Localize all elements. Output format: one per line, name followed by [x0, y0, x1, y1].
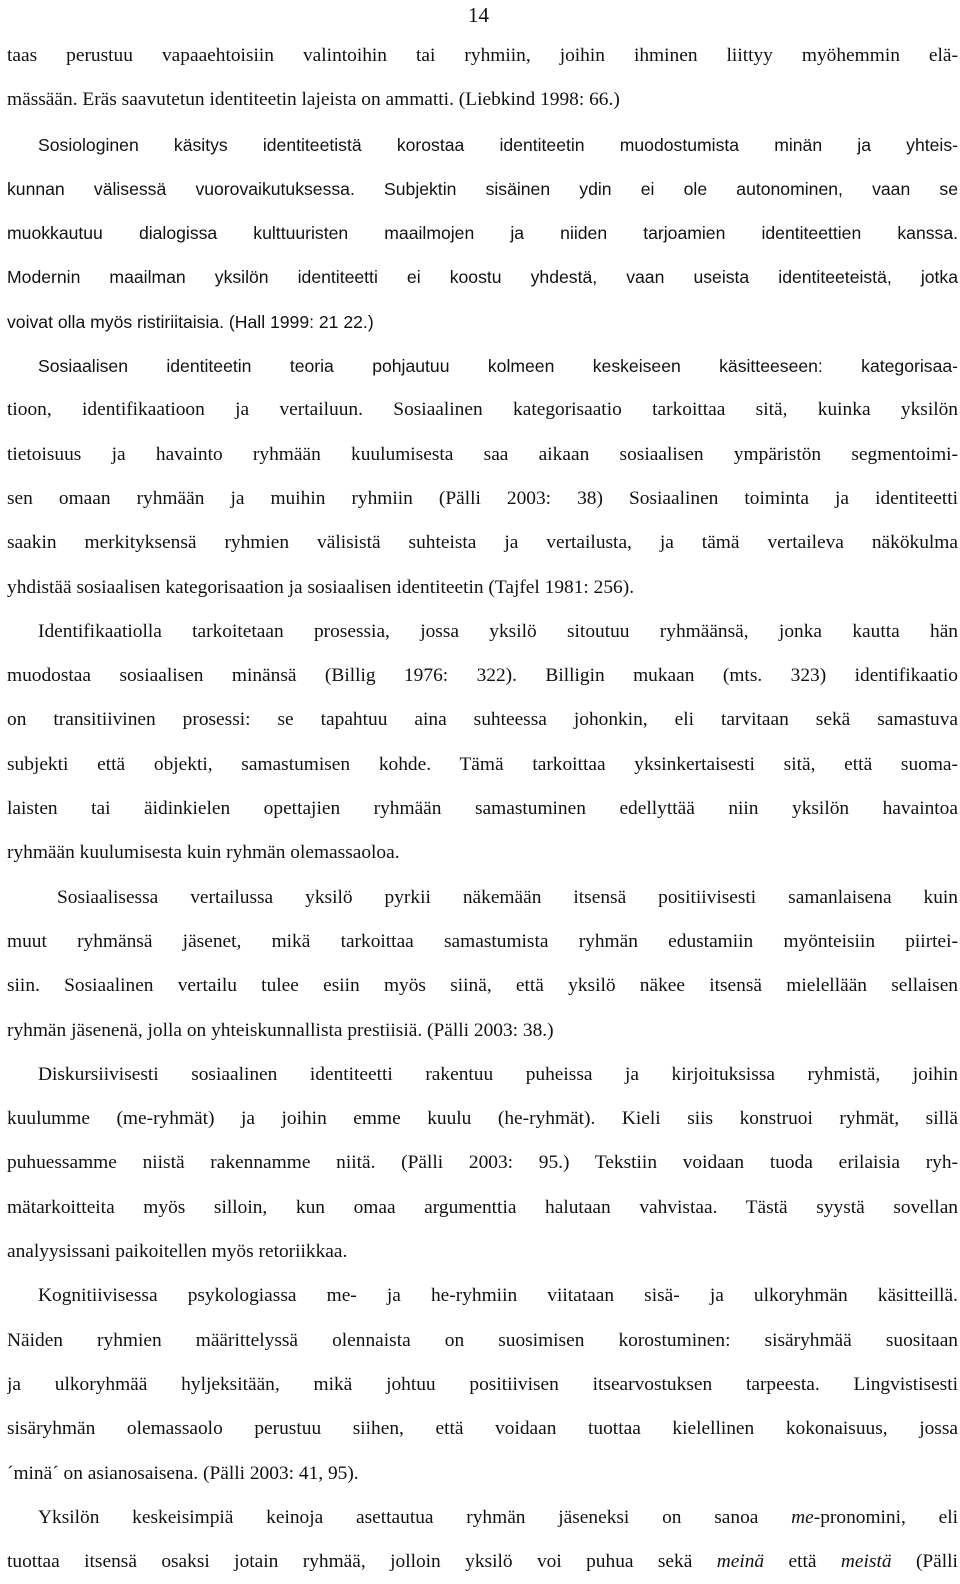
text-line: [7, 1496, 958, 1540]
text-line: analyysissani paikoitellen myös retoriikkaa.: [7, 1241, 348, 1263]
text-line: Diskursiivisesti sosiaalinen identiteetti rakentuu puheissa ja kirjoituksissa ryhmistä, joihin: [38, 1063, 958, 1085]
text-line: Sosiaalisen identiteetin teoria pohjautuu kolmeen keskeiseen käsitteeseen: kategorisaa-: [38, 356, 958, 377]
text-segment: (Pälli: [915, 1551, 958, 1573]
document-body: [7, 34, 958, 1584]
text-line: siin. Sosiaalinen vertailu tulee esiin myös siinä, että yksilö näkee itsensä mielellään sellaisen: [7, 975, 958, 997]
text-line: taas perustuu vapaaehtoisiin valintoihin tai ryhmiin, joihin ihminen liittyy myöhemmin elä-: [7, 45, 958, 66]
italic-term: me: [791, 1506, 814, 1528]
text-line: Sosiologinen käsitys identiteetistä korostaa identiteetin muodostumista minän ja yhteis-: [38, 134, 958, 155]
text-line: ryhmään kuulumisesta kuin ryhmän olemassaoloa.: [7, 842, 400, 864]
text-line: ´minä´ on asianosaisena. (Pälli 2003: 41, 95).: [7, 1462, 359, 1484]
italic-term: meinä: [716, 1551, 765, 1573]
text-segment: Yksilön keskeisimpiä keinoja asettautua ryhmän jäseneksi on sanoa: [38, 1506, 759, 1528]
text-line: kuulumme (me-ryhmät) ja joihin emme kuulu (he-ryhmät). Kieli siis konstruoi ryhmät, sillä: [7, 1108, 958, 1130]
text-line: sen omaan ryhmään ja muihin ryhmiin (Pälli 2003: 38) Sosiaalinen toiminta ja identiteetti: [7, 487, 958, 509]
text-line: laisten tai äidinkielen opettajien ryhmään samastuminen edellyttää niin yksilön havaintoa: [7, 798, 958, 820]
text-segment: että: [788, 1551, 817, 1573]
text-line: tietoisuus ja havainto ryhmään kuulumisesta saa aikaan sosiaalisen ympäristön segmentoimi-: [7, 443, 958, 465]
text-line: yhdistää sosiaalisen kategorisaation ja sosiaalisen identiteetin (Tajfel 1981: 256).: [7, 576, 635, 598]
text-line: Identifikaatiolla tarkoitetaan prosessia, jossa yksilö sitoutuu ryhmäänsä, jonka kautta hän: [38, 620, 958, 642]
text-line: Näiden ryhmien määrittelyssä olennaista on suosimisen korostuminen: sisäryhmää suositaan: [7, 1329, 958, 1351]
text-line: muokkautuu dialogissa kulttuuristen maailmojen ja niiden tarjoamien identiteettien kanssa.: [7, 223, 958, 244]
text-line: kunnan välisessä vuorovaikutuksessa. Subjektin sisäinen ydin ei ole autonominen, vaan se: [7, 178, 958, 199]
text-line: mässään. Eräs saavutetun identiteetin lajeista on ammatti. (Liebkind 1998: 66.): [7, 89, 620, 111]
text-line: Modernin maailman yksilön identiteetti ei koostu yhdestä, vaan useista identiteeteistä, jotka: [7, 267, 958, 288]
text-line: Kognitiivisessa psykologiassa me- ja he-ryhmiin viitataan sisä- ja ulkoryhmän käsitteillä.: [38, 1285, 958, 1307]
italic-term: meistä: [840, 1551, 892, 1573]
text-line: subjekti että objekti, samastumisen kohde. Tämä tarkoittaa yksinkertaisesti sitä, että suoma-: [7, 753, 958, 775]
text-line: on transitiivinen prosessi: se tapahtuu aina suhteessa johonkin, eli tarvitaan sekä samastuva: [7, 709, 958, 731]
text-line: sisäryhmän olemassaolo perustuu siihen, että voidaan tuottaa kielellinen kokonaisuus, jossa: [7, 1418, 958, 1440]
text-line: muut ryhmänsä jäsenet, mikä tarkoittaa samastumista ryhmän edustamiin myönteisiin piirtei-: [7, 930, 958, 952]
text-segment: -pronomini, eli: [813, 1506, 958, 1528]
text-line: saakin merkityksensä ryhmien välisistä suhteista ja vertailusta, ja tämä vertaileva näkökulma: [7, 532, 958, 554]
text-line: muodostaa sosiaalisen minänsä (Billig 1976: 322). Billigin mukaan (mts. 323) identifikaatio: [7, 665, 958, 687]
text-line: ja ulkoryhmää hyljeksitään, mikä johtuu positiivisen itsearvostuksen tarpeesta. Lingvistisesti: [7, 1373, 958, 1395]
text-line: Sosiaalisessa vertailussa yksilö pyrkii näkemään itsensä positiivisesti samanlaisena kuin: [57, 886, 958, 908]
text-segment: tuottaa itsensä osaksi jotain ryhmää, jolloin yksilö voi puhua sekä: [7, 1551, 693, 1573]
text-line: tioon, identifikaatioon ja vertailuun. Sosiaalinen kategorisaatio tarkoittaa sitä, kuinka yksilön: [7, 399, 958, 421]
page-number: 14: [468, 3, 489, 27]
text-line: voivat olla myös ristiriitaisia. (Hall 1999: 21 22.): [7, 311, 374, 332]
text-line: puhuessamme niistä rakennamme niitä. (Pälli 2003: 95.) Tekstiin voidaan tuoda erilaisia ryh-: [7, 1152, 958, 1174]
text-line: mätarkoitteita myös silloin, kun omaa argumenttia halutaan vahvistaa. Tästä syystä sovellan: [7, 1196, 958, 1218]
text-line: [7, 1540, 958, 1584]
text-line: ryhmän jäsenenä, jolla on yhteiskunnallista prestiisiä. (Pälli 2003: 38.): [7, 1019, 554, 1041]
